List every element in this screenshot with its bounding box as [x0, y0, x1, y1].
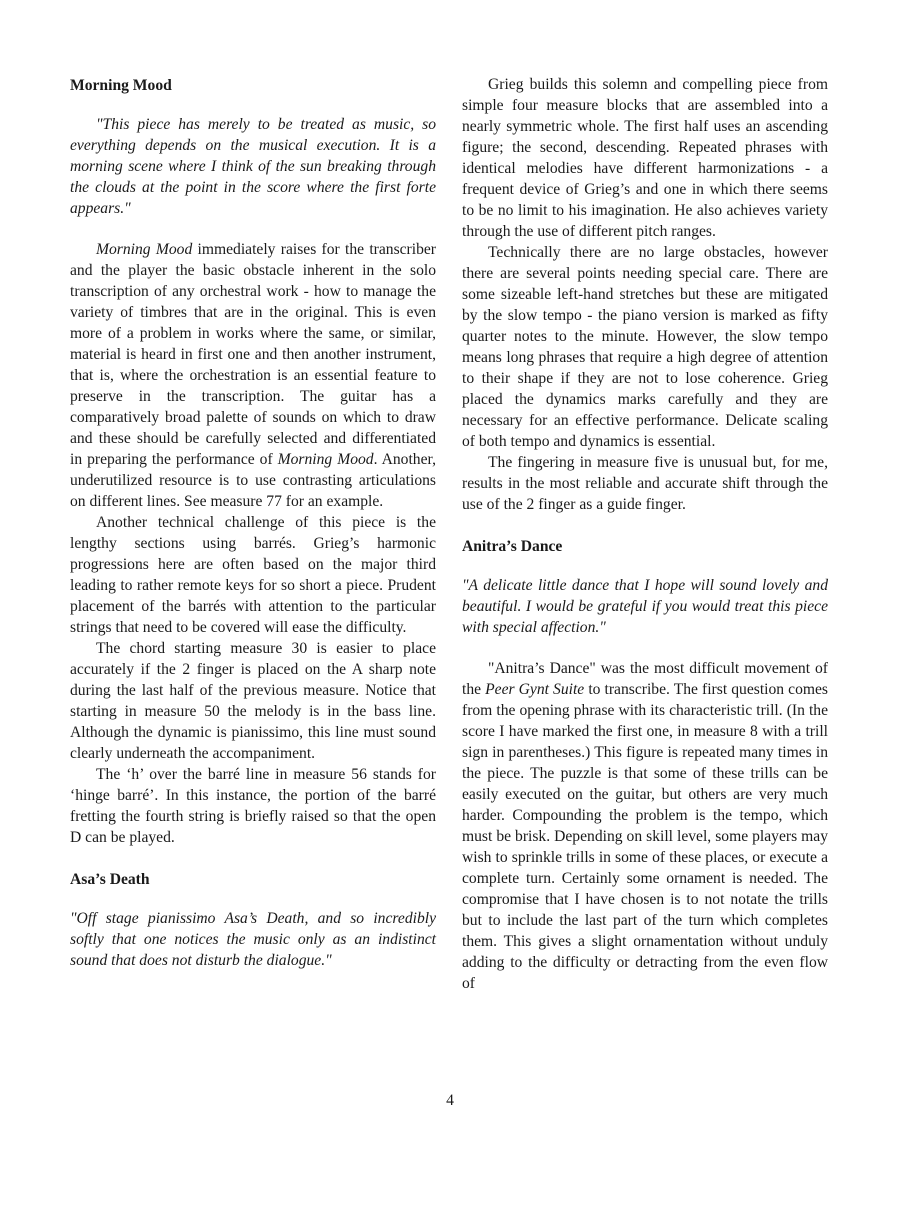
- quote-anitras-dance: "A delicate little dance that I hope will sound lovely and beautiful. I would be grateful if you would treat this piece with special affection.": [462, 577, 828, 636]
- heading-anitras-dance: Anitra’s Dance: [462, 538, 563, 555]
- paragraph-morning-mood-1: Morning Mood immediately raises for the transcriber and the player the basic obstacle inherent in the solo transcription of any orchestral work - how to manage the variety of timbres that are in the original. This is even more of a problem in works where the same, or similar, material is heard in first one and then another instrument, that is, where the orchestration is an essential feature to preserve in the transcription. The guitar has a comparatively broad palette of sounds on which to draw and these should be carefully selected and differentiated in preparing the performance of Morning Mood. Another, underutilized resource is to use contrasting articulations on different lines. See measure 77 for an example.: [70, 241, 436, 510]
- heading-asas-death: Asa’s Death: [70, 871, 150, 888]
- title-peer-gynt-suite: Peer Gynt Suite: [485, 681, 585, 698]
- left-column: [70, 74, 436, 971]
- quote-morning-mood: "This piece has merely to be treated as music, so everything depends on the musical execution. It is a morning scene where I think of the sun breaking through the clouds at the point in the score where the first forte appears.": [70, 116, 436, 217]
- paragraph-asas-death-3: The fingering in measure five is unusual but, for me, results in the most reliable and accurate shift through the use of the 2 finger as a guide finger.: [462, 454, 828, 513]
- paragraph-morning-mood-3: The chord starting measure 30 is easier to place accurately if the 2 finger is placed on the A sharp note during the last half of the previous measure. Notice that starting in measure 50 the melody is in the bass line. Although the dynamic is pianissimo, this line must sound clearly underneath the accompaniment.: [70, 640, 436, 762]
- paragraph-anitras-dance-1: "Anitra’s Dance" was the most difficult movement of the Peer Gynt Suite to transcribe. The first question comes from the opening phrase with its characteristic trill. (In the score I have marked the first one, in measure 8 with a trill sign in parentheses.) This figure is repeated many times in the piece. The puzzle is that some of these trills can be easily executed on the guitar, but others are very much harder. Compounding the problem is the tempo, which must be brisk. Depending on skill level, some players may wish to sprinkle trills in some of these places, or execute a complete turn. Certainly some ornament is needed. The compromise that I have chosen is to not notate the trills but to include the last part of the turn which completes them. This gives a slight ornamentation without unduly adding to the difficulty or detracting from the even flow of: [462, 660, 828, 992]
- paragraph-morning-mood-2: Another technical challenge of this piece is the lengthy sections using barrés. Grieg’s harmonic progressions here are often based on the major third leading to rather remote keys for so short a piece. Prudent placement of the barrés with attention to the particular strings that need to be covered will ease the difficulty.: [70, 514, 436, 636]
- page-number: 4: [446, 1092, 454, 1109]
- paragraph-morning-mood-4: The ‘h’ over the barré line in measure 56 stands for ‘hinge barré’. In this instance, the portion of the barré fretting the fourth string is briefly raised so that the open D can be played.: [70, 766, 436, 846]
- quote-asas-death: "Off stage pianissimo Asa’s Death, and so incredibly softly that one notices the music only as an indistinct sound that does not disturb the dialogue.": [70, 910, 436, 969]
- paragraph-asas-death-1: Grieg builds this solemn and compelling piece from simple four measure blocks that are assembled into a nearly symmetric whole. The first half uses an ascending figure; the second, descending. Repeated phrases with identical melodies have different harmonizations - a frequent device of Grieg’s and one in which there seems to be no limit to his imagination. He also achieves variety through the use of different pitch ranges.: [462, 76, 828, 240]
- right-column: [462, 74, 828, 994]
- title-morning-mood-2: Morning Mood: [277, 451, 374, 468]
- title-morning-mood: Morning Mood: [96, 241, 193, 258]
- paragraph-asas-death-2: Technically there are no large obstacles, however there are several points needing special care. There are some sizeable left-hand stretches but these are mitigated by the slow tempo - the piano version is marked as fifty quarter notes to the minute. However, the slow tempo means long phrases that require a high degree of attention to their shape if they are not to lose coherence. Grieg placed the dynamics marks carefully and they are necessary for an effective performance. Delicate scaling of both tempo and dynamics is essential.: [462, 244, 828, 450]
- heading-morning-mood: Morning Mood: [70, 77, 172, 94]
